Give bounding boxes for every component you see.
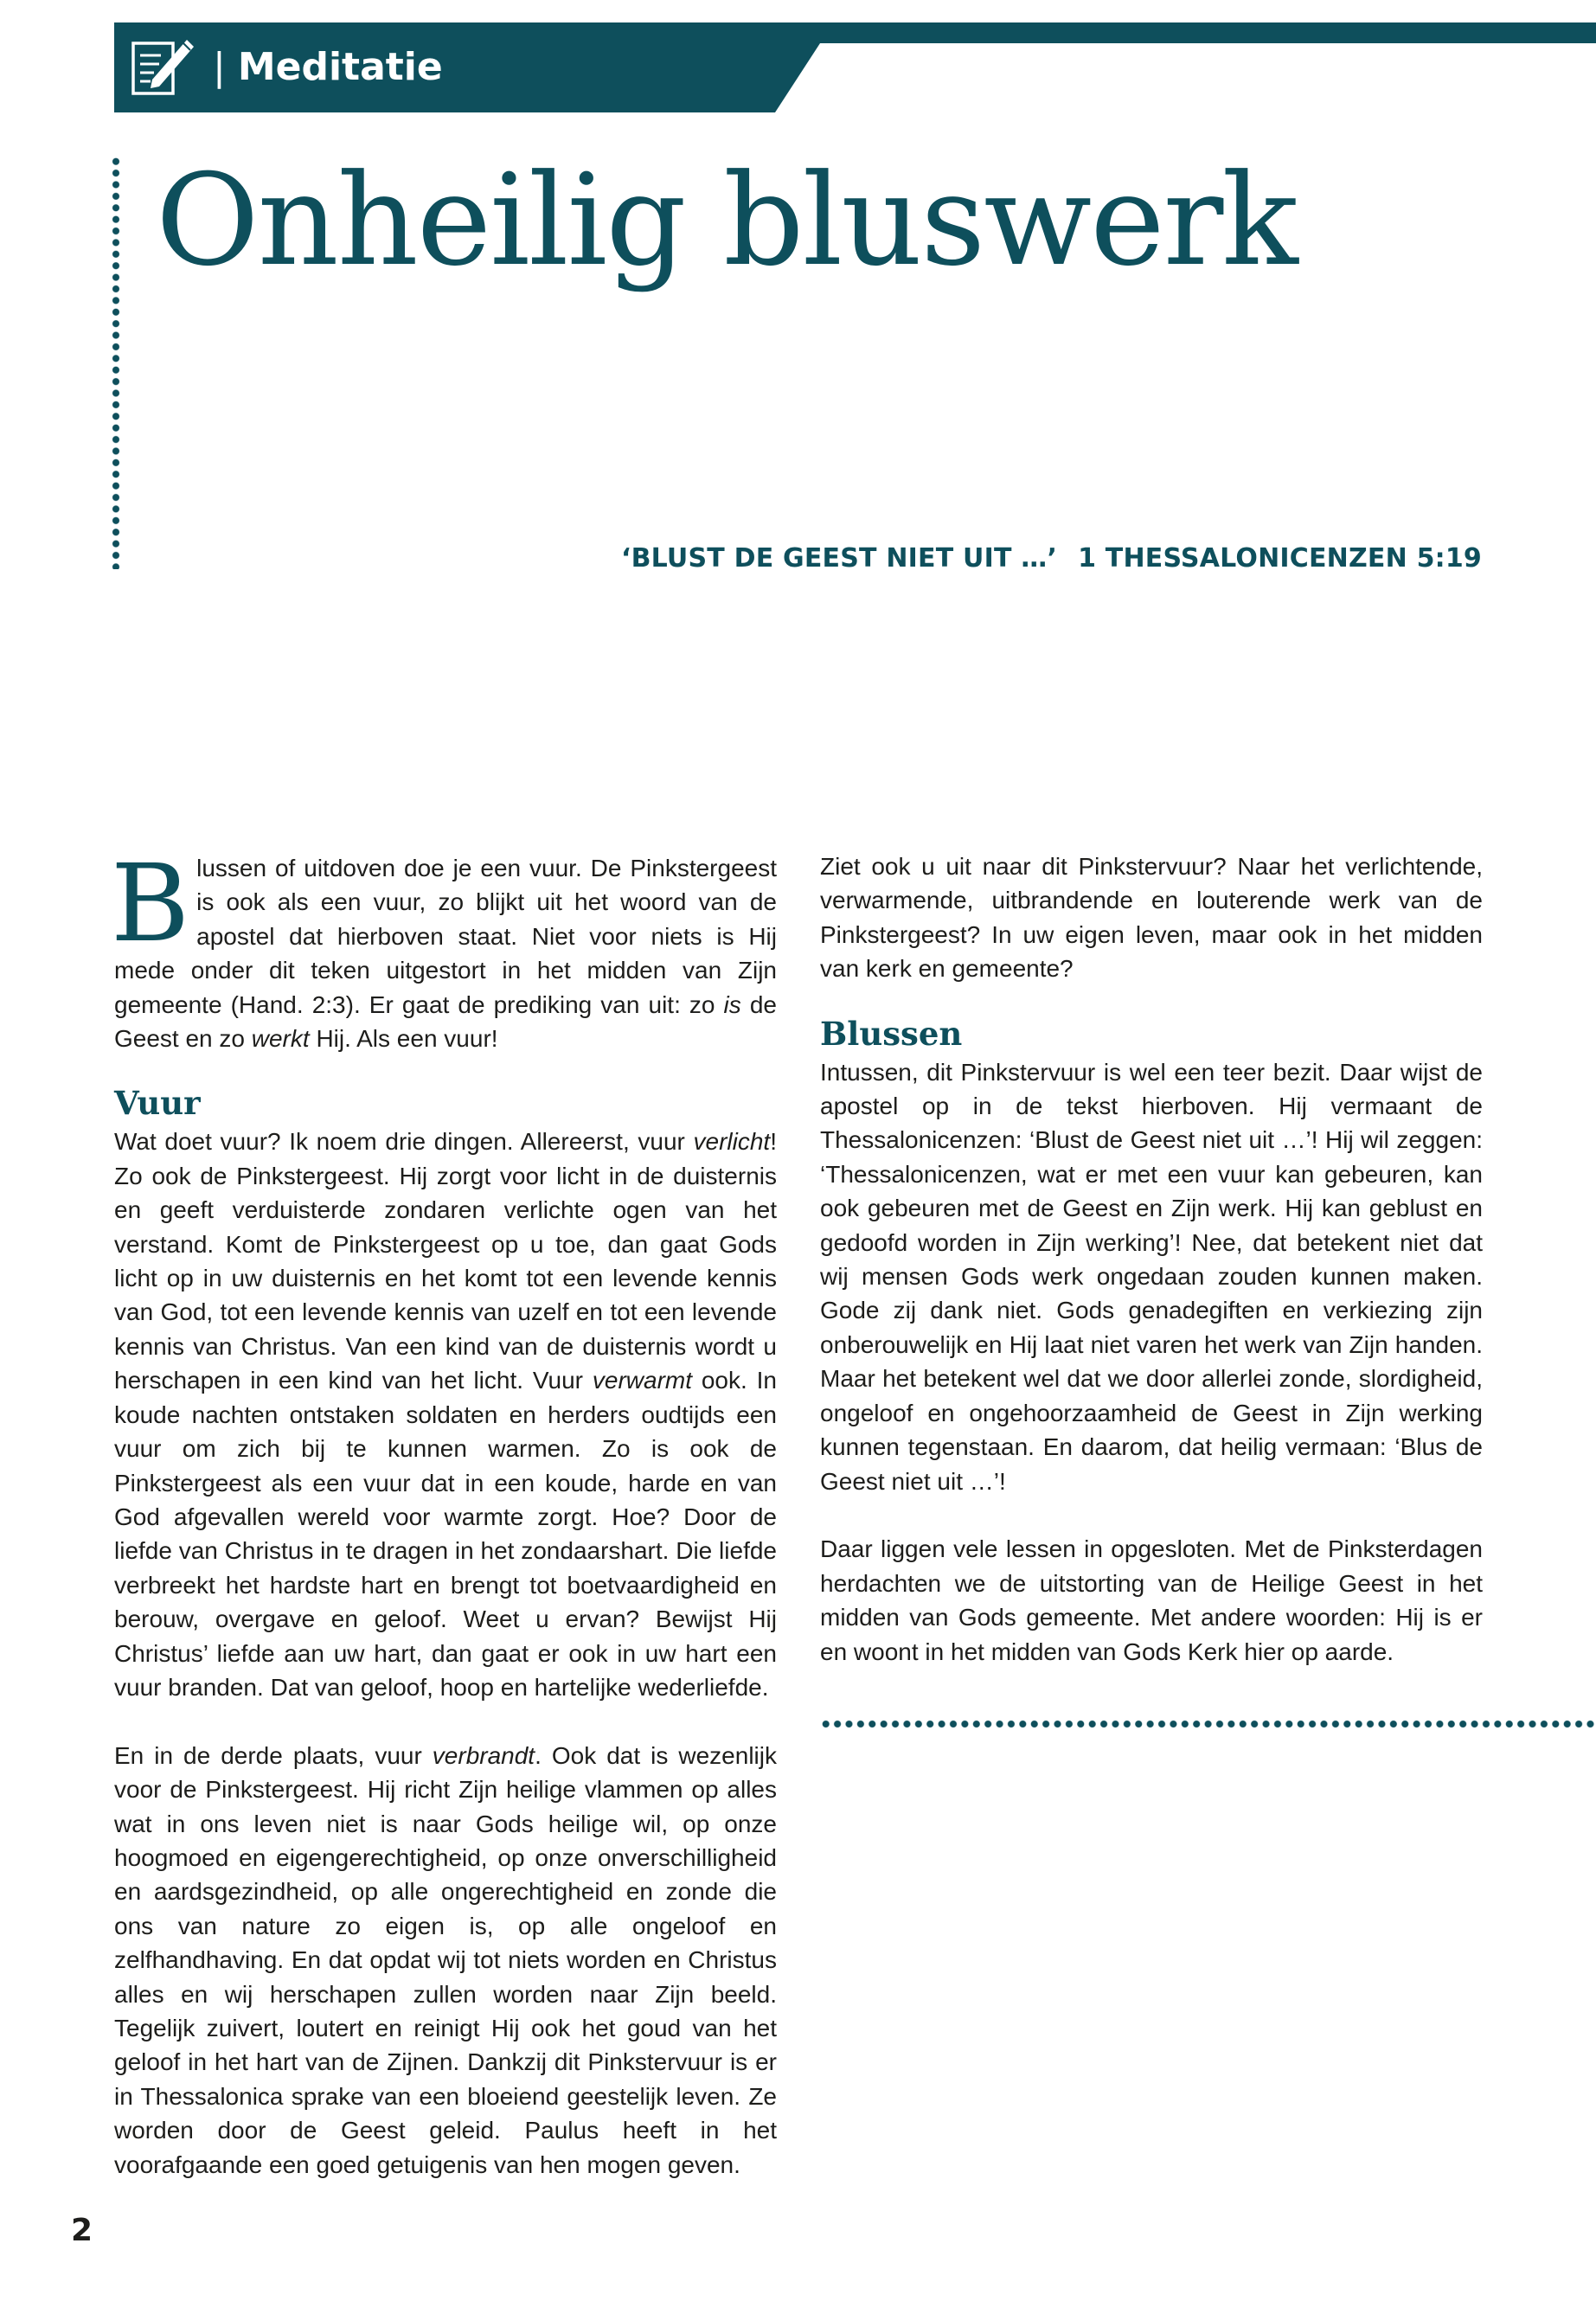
intro-text: lussen of uitdoven doe je een vuur. De Pinkstergeest is ook als een vuur, zo blijkt uit het woord van de apostel dat hierboven staat. Niet voor niets is Hij mede onder dit teken uitgestort in het midden van Zijn gemeente (Hand. 2:3). Er gaat de prediking van uit: zo	[114, 855, 777, 1018]
verse-reference: 1 THESSALONICENZEN 5:19	[1078, 543, 1482, 574]
vuur-paragraph-1	[114, 1125, 777, 1704]
blussen-paragraph-1: Intussen, dit Pinkstervuur is wel een teer bezit. Daar wijst de apostel op in de tekst hierboven. Hij vermaant de Thessalonicenzen: ‘Blust de Geest niet uit …’! Hij wil zeggen: ‘Thessalonicenzen, wat er met een vuur kan gebeuren, kan ook gebeuren met de Geest en Zijn werk. Hij kan geblust en gedoofd worden in Zijn werking’! Nee, dat betekent niet dat wij mensen Gods werk ongedaan zouden kunnen maken. Gode zij dank niet. Gods genadegiften en verkiezing zijn onberouwelijk en Hij laat niet varen het werk van Zijn handen. Maar het betekent wel dat we door allerlei zonde, slordigheid, ongeloof en ongehoorzaamheid de Geest in Zijn werking kunnen tegenstaan. En daarom, dat heilig vermaan: ‘Blus de Geest niet uit …’!	[820, 1058, 1483, 1495]
vuur2-text-b: . Ook dat is wezenlijk voor de Pinkstergeest. Hij richt Zijn heilige vlammen op alles wat in ons leven niet is naar Gods heilige wil, op onze hoogmoed en eigengerechtigheid, op onze onverschilligheid en aardsgezindheid, op alle ongerechtigheid en zonde die ons van nature zo eigen is, op alle ongeloof en zelfhandhaving. En dat opdat wij tot niets worden en Christus alles en wij herschapen zullen worden naar Zijn beeld. Tegelijk zuivert, loutert en reinigt Hij ook het goud van het geloof in het hart van de Zijnen. Dankzij dit Pinkstervuur is er in Thessalonica sprake van een bloeiend geestelijk leven. Ze worden door de Geest geleid. Paulus heeft in het voorafgaande een goed getuigenis van hen mogen geven.	[114, 1741, 777, 2178]
intro-text-mid: de Geest en zo	[114, 990, 777, 1053]
vuur-text-a: Wat doet vuur? Ik noem drie dingen. Allereerst, vuur	[114, 1128, 694, 1156]
intro-paragraph	[111, 842, 777, 1055]
right-paragraph-1: Ziet ook u uit naar dit Pinkstervuur? Naar het verlichtende, verwarmende, uitbrandende en louterende werk van de Pinkstergeest? In uw eigen leven, maar ook in het midden van kerk en gemeente?	[820, 853, 1483, 983]
article-title: Onheilig bluswerk	[156, 147, 1297, 294]
writing-pen-icon	[126, 31, 197, 102]
intro-text-end: Hij. Als een vuur!	[309, 1025, 498, 1053]
horizontal-dotted-rule	[820, 1718, 1596, 1730]
emphasis-verlicht: verlicht	[693, 1128, 771, 1156]
vuur-text-c: ook. In koude nachten ontstaken soldaten en herders oudtijds een vuur om zich bij te kunnen warmen. Zo is ook de Pinkstergeest als een vuur dat in een koude, harde en van God afgevallen wereld voor warmte zorgt. Hoe? Door de liefde van Christus in te dragen in het zondaarshart. Die liefde verbreekt het hardste hart en brengt tot boetvaardigheid en berouw, overgave en geloof. Weet u ervan? Bewijst Hij Christus’ liefde aan uw hart, dan gaat er ook in uw hart een vuur branden. Dat van geloof, hoop en hartelijke wederliefde.	[114, 1367, 778, 1701]
section-label	[213, 42, 443, 93]
intro-emphasis-werkt: werkt	[251, 1025, 310, 1053]
blussen-paragraph-2: Daar liggen vele lessen in opgesloten. Met de Pinksterdagen herdachten we de uitstorting van de Heilige Geest in het midden van Gods gemeente. Met andere woorden: Hij is er en woont in het midden van Gods Kerk hier op aarde.	[820, 1535, 1483, 1665]
page-number: 2	[71, 2213, 93, 2248]
vuur-paragraph-2	[114, 1739, 777, 2182]
section-separator: |	[213, 45, 226, 89]
vertical-dotted-rule	[111, 156, 121, 569]
vuur-text-b: ! Zo ook de Pinkstergeest. Hij zorgt voor licht in de duisternis en geeft verduisterde zondaren verlichte ogen van het verstand. Komt de Pinkstergeest op u toe, dan gaat Gods licht op in uw duisternis en het komt tot een levende kennis van God, tot een levende kennis van uzelf en tot een levende kennis van Christus. Van een kind van de duisternis wordt u herschapen in een kind van het licht. Vuur	[114, 1128, 777, 1394]
bible-verse	[621, 543, 1482, 574]
article-column-left	[111, 842, 778, 2182]
emphasis-verbrandt: verbrandt	[432, 1741, 535, 1769]
section-name: Meditatie	[237, 45, 443, 89]
emphasis-verwarmt: verwarmt	[592, 1367, 692, 1394]
heading-vuur: Vuur	[114, 1084, 201, 1123]
drop-cap: B	[111, 842, 190, 966]
heading-blussen: Blussen	[820, 1014, 963, 1053]
verse-quote: ‘BLUST DE GEEST NIET UIT …’	[621, 543, 1058, 574]
intro-emphasis-is: is	[723, 990, 741, 1018]
vuur2-text-a: En in de derde plaats, vuur	[114, 1741, 433, 1769]
article-column-right	[820, 849, 1483, 1669]
